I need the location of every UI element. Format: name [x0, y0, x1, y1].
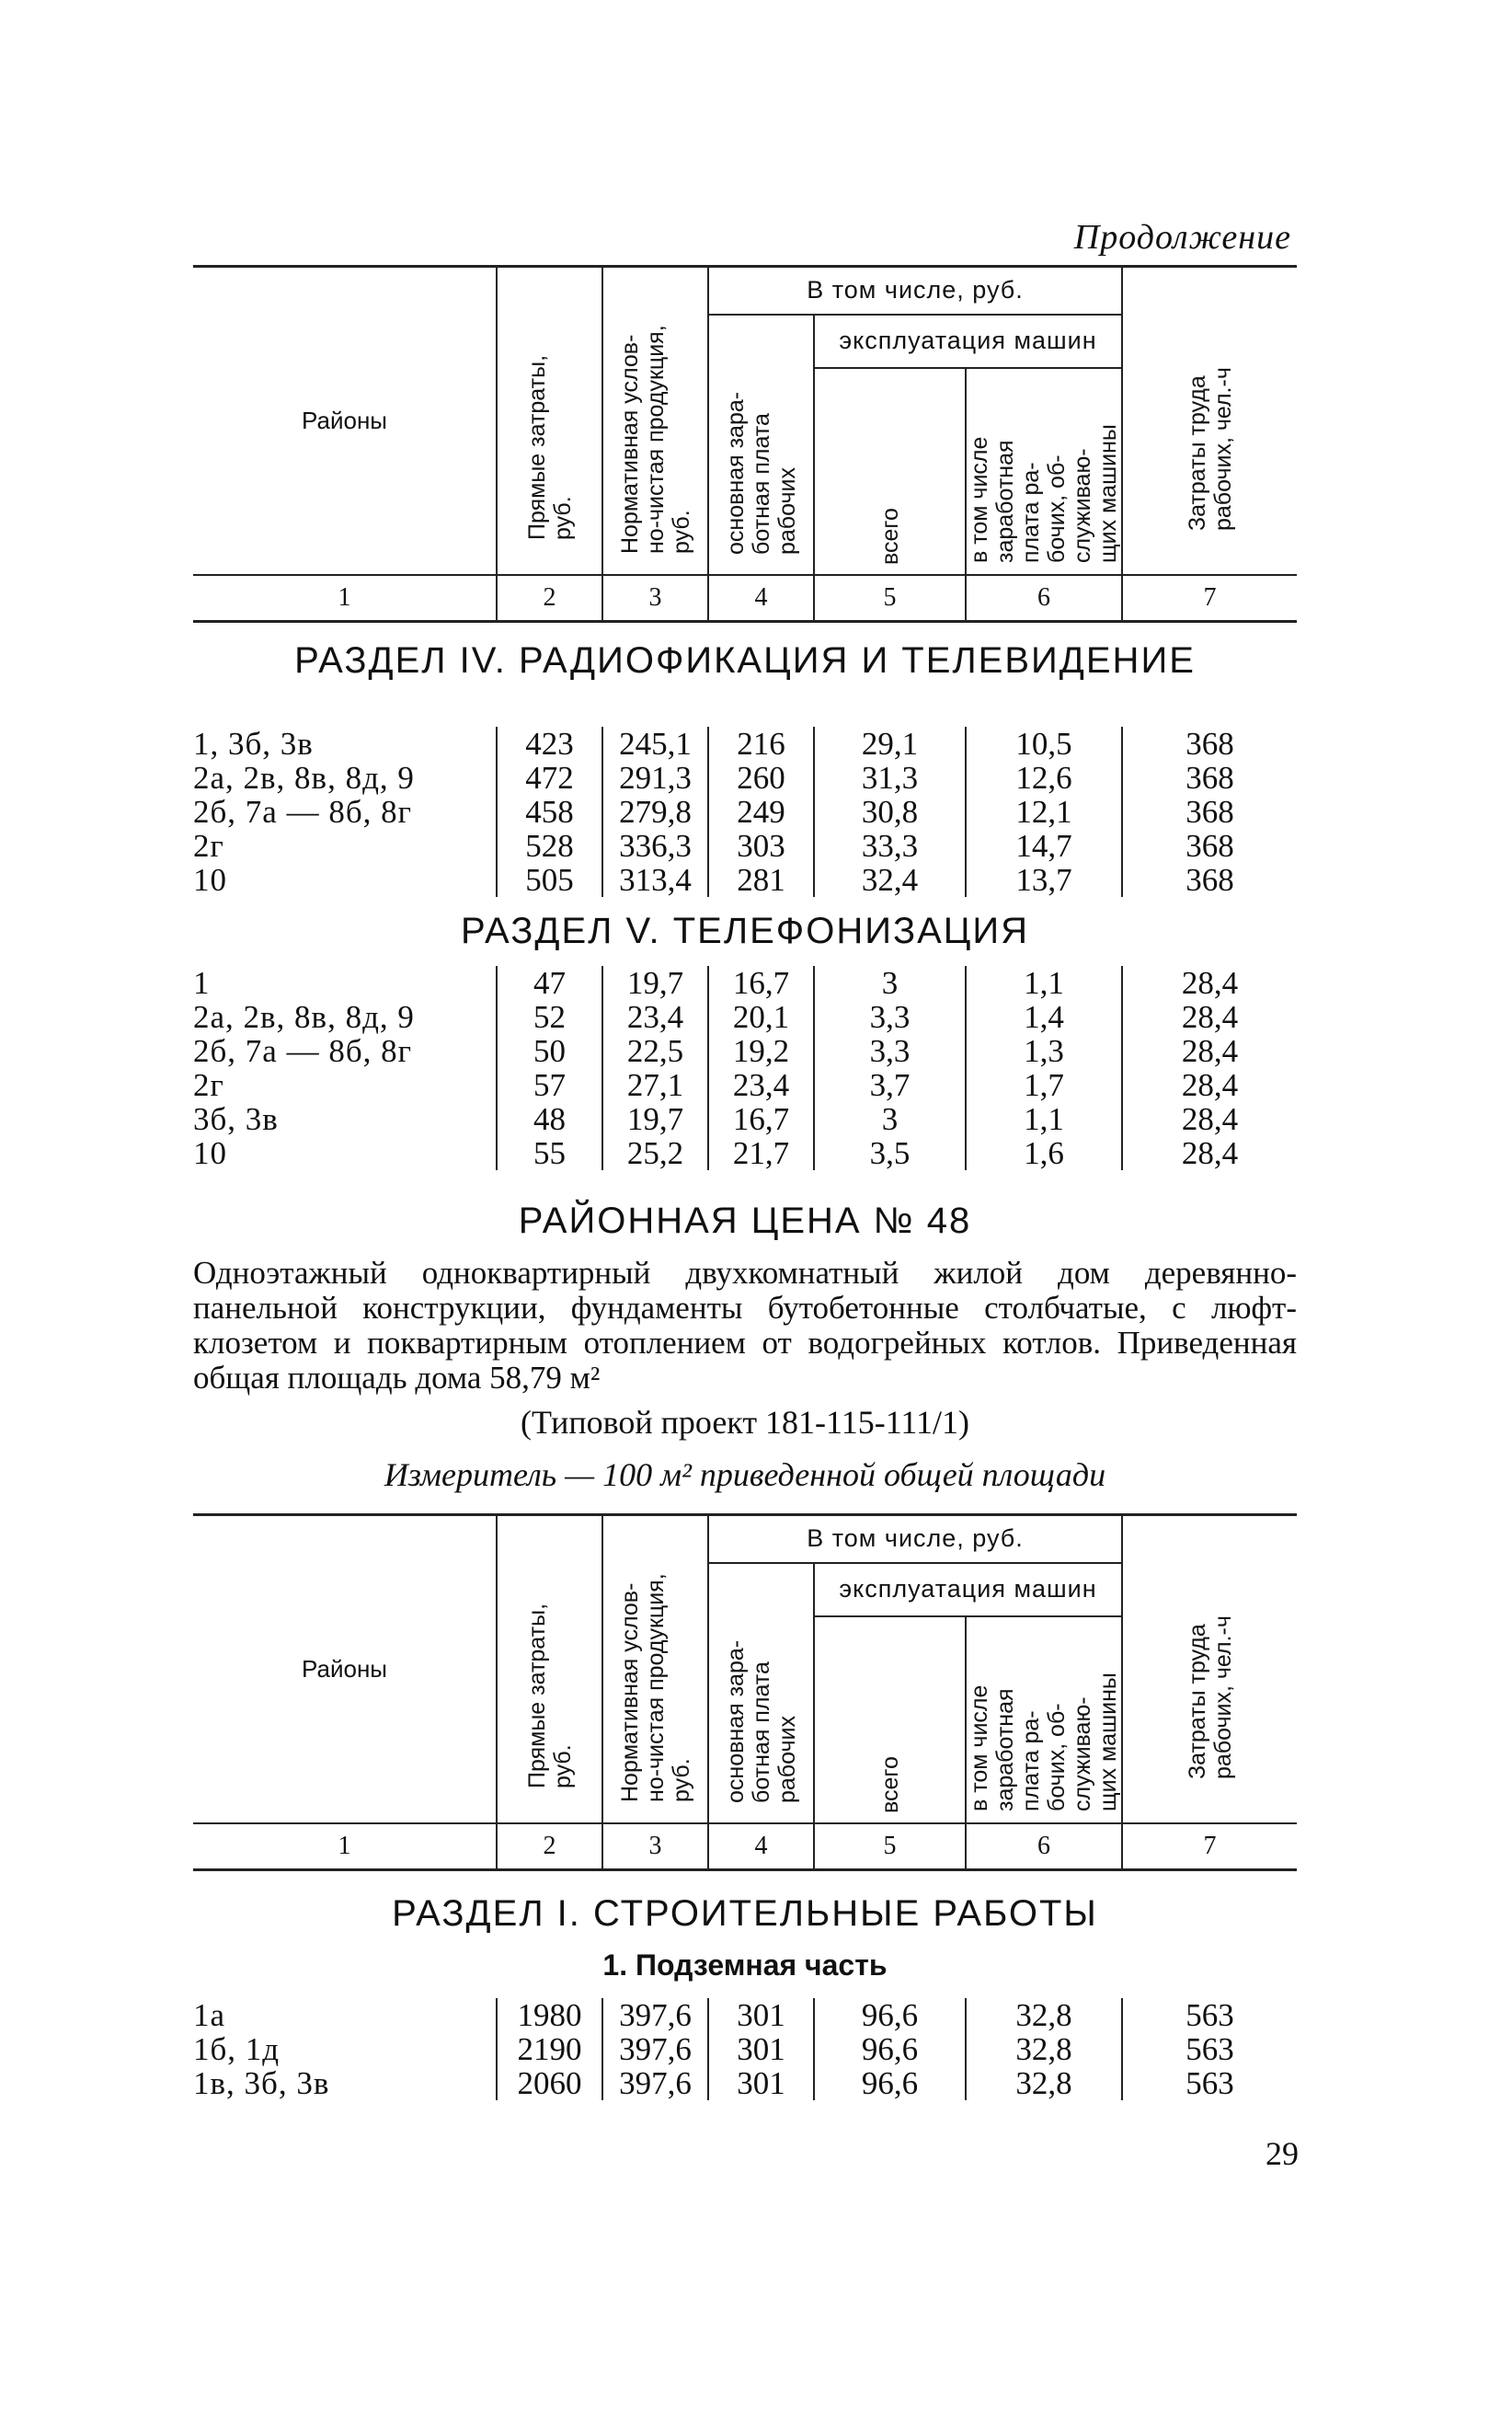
value-cell: 19,2: [708, 1034, 814, 1068]
value-cell: 1,1: [966, 1102, 1122, 1136]
value-cell: 32,8: [966, 2066, 1122, 2100]
region-cell: 1в, 3б, 3в: [193, 2065, 330, 2101]
value-cell: 301: [708, 2066, 814, 2100]
col-number: 5: [814, 575, 966, 622]
section-iv-table: [193, 727, 1297, 897]
value-cell: 13,7: [966, 863, 1122, 897]
region-cell: 10: [193, 1135, 227, 1171]
value-cell: 12,6: [966, 761, 1122, 795]
table-row: [193, 1998, 1297, 2032]
value-cell: 303: [708, 829, 814, 863]
section-i-title: РАЗДЕЛ I. СТРОИТЕЛЬНЫЕ РАБОТЫ: [392, 1893, 1098, 1934]
col-number: 5: [814, 1823, 966, 1870]
value-cell: 1,3: [966, 1034, 1122, 1068]
value-cell: 10,5: [966, 727, 1122, 761]
header-machines: эксплуатация машин: [839, 1575, 1097, 1603]
region-cell: 2б, 7а — 8б, 8г: [193, 1033, 413, 1069]
table-row: [193, 727, 1297, 761]
value-cell: 20,1: [708, 1000, 814, 1034]
value-cell: 216: [708, 727, 814, 761]
region-cell: 1: [193, 965, 211, 1001]
header-regions: Районы: [302, 1654, 387, 1683]
value-cell: 3: [814, 1102, 966, 1136]
col-number: 3: [602, 1823, 708, 1870]
value-cell: 23,4: [602, 1000, 708, 1034]
table-row: [193, 795, 1297, 829]
region-cell: 2г: [193, 828, 224, 864]
value-cell: 245,1: [602, 727, 708, 761]
value-cell: 249: [708, 795, 814, 829]
table-row: [193, 966, 1297, 1000]
header-regions: Районы: [302, 406, 387, 434]
col-number: 1: [338, 1831, 351, 1860]
value-cell: 3,7: [814, 1068, 966, 1102]
header-incl-salary: в том числе заработная плата ра- бочих, об- служиваю- щих машины: [967, 1672, 1121, 1811]
value-cell: 28,4: [1122, 1102, 1297, 1136]
value-cell: 50: [497, 1034, 602, 1068]
header-direct-costs: Прямые затраты, руб.: [523, 1603, 576, 1789]
value-cell: 3,3: [814, 1034, 966, 1068]
col-number: 7: [1122, 1823, 1297, 1870]
col-number: 1: [338, 582, 351, 612]
table-row: [193, 1102, 1297, 1136]
price-description: Одноэтажный одноквартирный двухкомнатный жилой дом деревянно-панельной конструкции, фундаменты бутобетонные столбчатые, с люфт-клозетом и поквартирным отоплением от водогрейных котлов. Приведенная общая площадь дома 58,79 м²: [193, 1255, 1297, 1396]
table-header-bottom: [193, 1513, 1297, 1871]
value-cell: 563: [1122, 2032, 1297, 2066]
value-cell: 14,7: [966, 829, 1122, 863]
value-cell: 31,3: [814, 761, 966, 795]
value-cell: 12,1: [966, 795, 1122, 829]
value-cell: 96,6: [814, 1998, 966, 2032]
price-title: РАЙОННАЯ ЦЕНА № 48: [518, 1201, 972, 1241]
value-cell: 2060: [497, 2066, 602, 2100]
col-number: 4: [708, 575, 814, 622]
value-cell: 32,8: [966, 1998, 1122, 2032]
header-including: В том числе, руб.: [807, 276, 1024, 305]
project-reference: (Типовой проект 181-115-111/1): [520, 1404, 970, 1441]
col-number: 2: [497, 575, 602, 622]
measure-unit: Измеритель — 100 м² приведенной общей площади: [384, 1456, 1106, 1493]
value-cell: 397,6: [602, 1998, 708, 2032]
value-cell: 19,7: [602, 966, 708, 1000]
header-base-salary: основная зара- ботная плата рабочих: [722, 1639, 800, 1803]
col-number: 6: [966, 1823, 1122, 1870]
value-cell: 368: [1122, 863, 1297, 897]
value-cell: 96,6: [814, 2032, 966, 2066]
value-cell: 505: [497, 863, 602, 897]
header-machines: эксплуатация машин: [839, 327, 1097, 354]
value-cell: 28,4: [1122, 1068, 1297, 1102]
region-cell: 10: [193, 862, 227, 898]
table-row: [193, 1136, 1297, 1170]
region-cell: 2г: [193, 1067, 224, 1103]
col-number: 6: [966, 575, 1122, 622]
value-cell: 472: [497, 761, 602, 795]
value-cell: 1,7: [966, 1068, 1122, 1102]
value-cell: 368: [1122, 795, 1297, 829]
section-i-subtitle: 1. Подземная часть: [602, 1948, 888, 1982]
value-cell: 368: [1122, 829, 1297, 863]
value-cell: 28,4: [1122, 1034, 1297, 1068]
value-cell: 528: [497, 829, 602, 863]
value-cell: 96,6: [814, 2066, 966, 2100]
header-normative-product: Нормативная услов- но-чистая продукция, руб.: [616, 1573, 694, 1803]
value-cell: 281: [708, 863, 814, 897]
value-cell: 291,3: [602, 761, 708, 795]
value-cell: 16,7: [708, 966, 814, 1000]
table-header-top: [193, 265, 1297, 623]
value-cell: 279,8: [602, 795, 708, 829]
value-cell: 22,5: [602, 1034, 708, 1068]
header-including: В том числе, руб.: [807, 1524, 1024, 1553]
region-cell: 2а, 2в, 8в, 8д, 9: [193, 999, 415, 1035]
col-number: 7: [1122, 575, 1297, 622]
region-cell: 2а, 2в, 8в, 8д, 9: [193, 760, 415, 796]
value-cell: 16,7: [708, 1102, 814, 1136]
value-cell: 301: [708, 2032, 814, 2066]
value-cell: 29,1: [814, 727, 966, 761]
value-cell: 19,7: [602, 1102, 708, 1136]
value-cell: 28,4: [1122, 1000, 1297, 1034]
value-cell: 28,4: [1122, 966, 1297, 1000]
col-number: 2: [497, 1823, 602, 1870]
col-number: 3: [602, 575, 708, 622]
value-cell: 1,4: [966, 1000, 1122, 1034]
table-row: [193, 829, 1297, 863]
region-cell: 1б, 1д: [193, 2031, 281, 2067]
value-cell: 48: [497, 1102, 602, 1136]
value-cell: 27,1: [602, 1068, 708, 1102]
value-cell: 368: [1122, 761, 1297, 795]
table-row: [193, 761, 1297, 795]
value-cell: 21,7: [708, 1136, 814, 1170]
region-cell: 1, 3б, 3в: [193, 726, 314, 762]
value-cell: 397,6: [602, 2032, 708, 2066]
value-cell: 23,4: [708, 1068, 814, 1102]
value-cell: 563: [1122, 1998, 1297, 2032]
region-cell: 2б, 7а — 8б, 8г: [193, 794, 413, 830]
value-cell: 3,5: [814, 1136, 966, 1170]
header-normative-product: Нормативная услов- но-чистая продукция, руб.: [616, 325, 694, 555]
value-cell: 1980: [497, 1998, 602, 2032]
header-base-salary: основная зара- ботная плата рабочих: [722, 391, 800, 555]
table-row: [193, 2032, 1297, 2066]
continued-label: Продолжение: [1073, 218, 1291, 257]
value-cell: 260: [708, 761, 814, 795]
table-row: [193, 1034, 1297, 1068]
table-row: [193, 1068, 1297, 1102]
section-iv-title: РАЗДЕЛ IV. РАДИОФИКАЦИЯ И ТЕЛЕВИДЕНИЕ: [294, 640, 1196, 681]
table-row: [193, 1000, 1297, 1034]
value-cell: 563: [1122, 2066, 1297, 2100]
value-cell: 32,4: [814, 863, 966, 897]
value-cell: 33,3: [814, 829, 966, 863]
value-cell: 336,3: [602, 829, 708, 863]
section-v-table: [193, 966, 1297, 1170]
header-labor-costs: Затраты труда рабочих, чел.-ч: [1184, 1615, 1236, 1780]
value-cell: 25,2: [602, 1136, 708, 1170]
header-total: всего: [876, 1755, 903, 1813]
header-direct-costs: Прямые затраты, руб.: [523, 355, 576, 541]
value-cell: 3: [814, 966, 966, 1000]
table-row: [193, 863, 1297, 897]
page-number: 29: [1266, 2135, 1299, 2172]
value-cell: 423: [497, 727, 602, 761]
value-cell: 2190: [497, 2032, 602, 2066]
region-cell: 1а: [193, 1997, 226, 2033]
value-cell: 57: [497, 1068, 602, 1102]
col-number: 4: [708, 1823, 814, 1870]
header-incl-salary: в том числе заработная плата ра- бочих, об- служиваю- щих машины: [967, 424, 1121, 563]
table-row: [193, 2066, 1297, 2100]
value-cell: 458: [497, 795, 602, 829]
value-cell: 301: [708, 1998, 814, 2032]
section-v-title: РАЗДЕЛ V. ТЕЛЕФОНИЗАЦИЯ: [460, 911, 1030, 951]
value-cell: 28,4: [1122, 1136, 1297, 1170]
header-total: всего: [876, 507, 903, 565]
header-labor-costs: Затраты труда рабочих, чел.-ч: [1184, 367, 1236, 532]
value-cell: 368: [1122, 727, 1297, 761]
value-cell: 55: [497, 1136, 602, 1170]
value-cell: 32,8: [966, 2032, 1122, 2066]
value-cell: 52: [497, 1000, 602, 1034]
value-cell: 397,6: [602, 2066, 708, 2100]
section-i-table: [193, 1998, 1297, 2100]
region-cell: 3б, 3в: [193, 1101, 279, 1137]
value-cell: 47: [497, 966, 602, 1000]
value-cell: 313,4: [602, 863, 708, 897]
value-cell: 3,3: [814, 1000, 966, 1034]
value-cell: 1,1: [966, 966, 1122, 1000]
value-cell: 1,6: [966, 1136, 1122, 1170]
value-cell: 30,8: [814, 795, 966, 829]
